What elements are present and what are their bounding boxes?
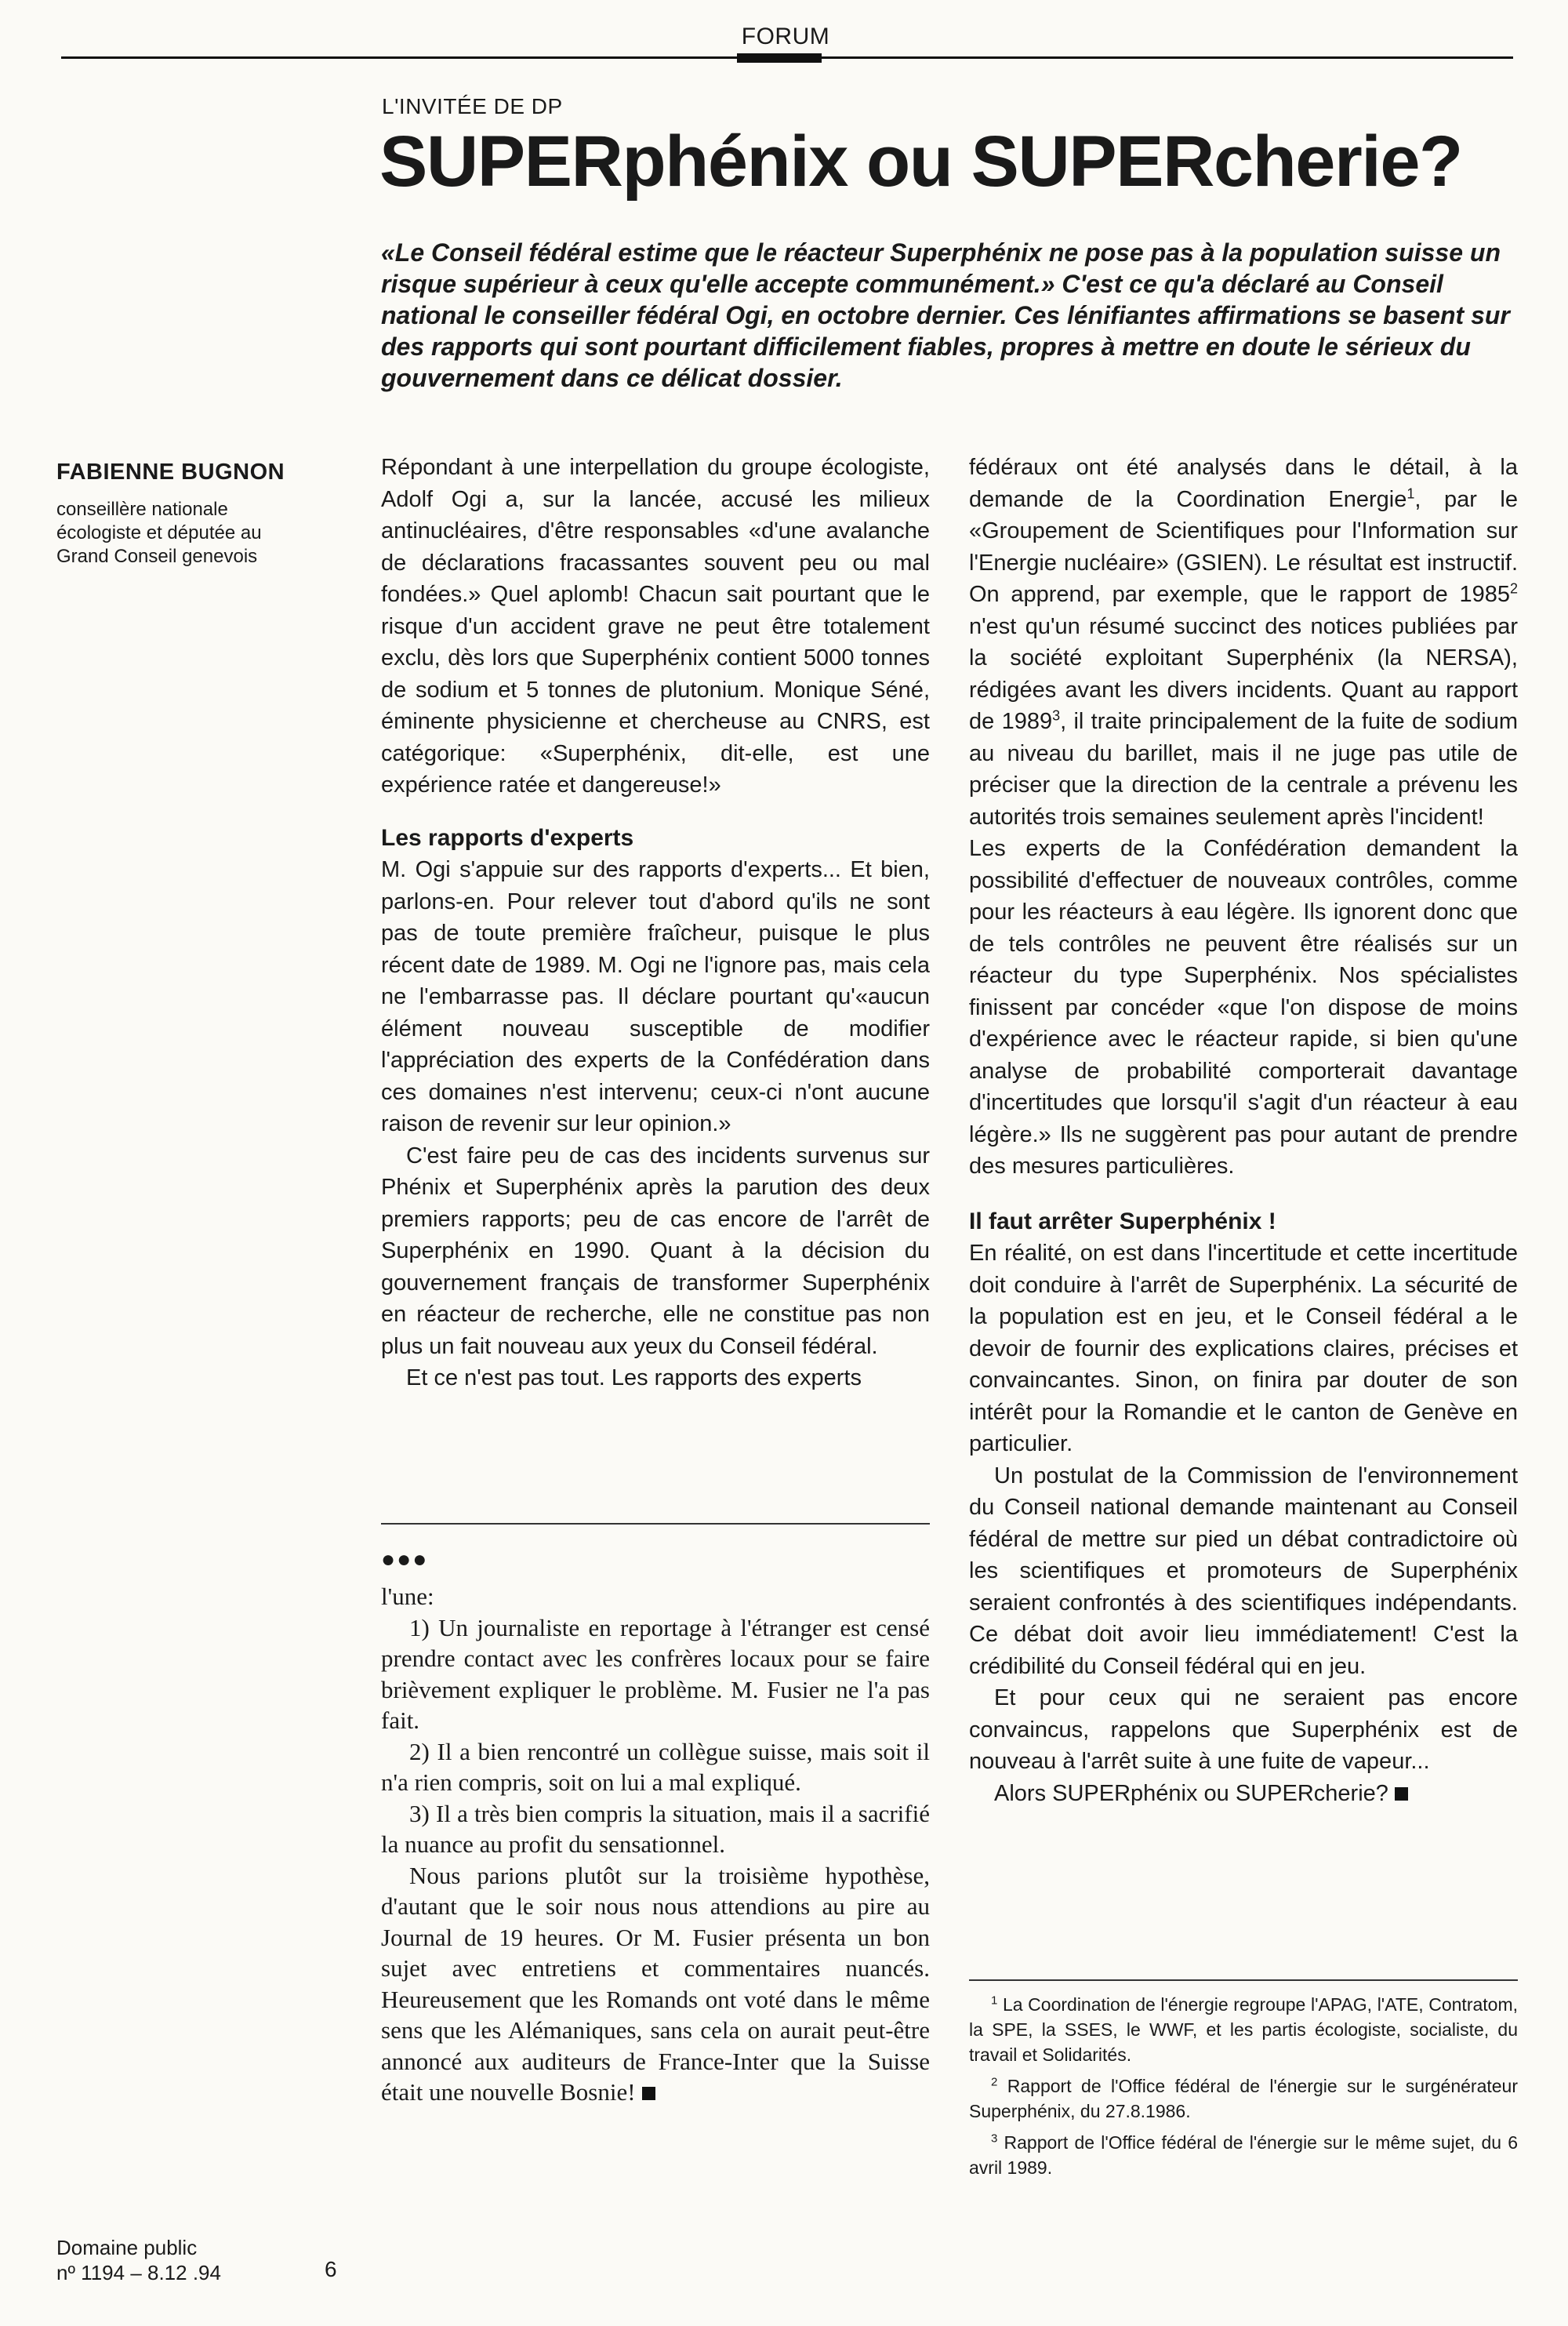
paragraph: 3) Il a très bien compris la situation, mais il a sacrifié la nuance au profit du sensationnel.: [381, 1799, 930, 1858]
paragraph: 2) Il a bien rencontré un collègue suisse, mais soit il n'a rien compris, soit on lui a mal expliqué.: [381, 1737, 930, 1796]
footnote-ref: 1: [1406, 485, 1415, 501]
paragraph: Répondant à une interpellation du groupe écologiste, Adolf Ogi a, sur la lancée, accusé les milieux antinucléaires, d'être responsables «d'une avalanche de déclarations fracassantes souvent peu ou mal fondées.» Quel aplomb! Chacun sait pourtant que le risque d'un accident grave ne peut être totalement exclu, dès lors que Superphénix contient 5000 tonnes de sodium et 5 tonnes de plutonium. Monique Séné, éminente physicienne et chercheuse au CNRS, est catégorique: «Superphénix, dit-elle, est une expérience ratée et dangereuse!»: [381, 455, 930, 798]
paragraph: Et pour ceux qui ne seraient pas encore convaincus, rappelons que Superphénix est de nouveau à l'arrêt suite à une fuite de vapeur...: [969, 1685, 1518, 1774]
author-block: [56, 460, 315, 569]
paragraph: [381, 1860, 930, 2108]
footnote: $^1$ La Coordination de l'énergie regroupe l'APAG, l'ATE, Contratom, la SPE, la SSES, le WWF, et les partis écologiste, socialiste, du travail et Solidarités.: [969, 1993, 1518, 2065]
publication-name: Domaine public: [56, 2236, 198, 2259]
paragraph: M. Ogi s'appuie sur des rapports d'experts... Et bien, parlons-en. Pour relever tout d'abord qu'ils ne sont pas de toute première fraîcheur, puisque le plus récent date de 1989. M. Ogi ne l'ignore pas, mais cela ne l'embarrasse pas. Il déclare pourtant qu'«aucun élément nouveau susceptible de modifier l'appréciation des experts de la Confédération dans ces domaines n'est intervenu; ceux-ci n'ont aucune raison de revenir sur leur opinion.»: [381, 857, 930, 1136]
footnotes: [969, 1992, 1518, 2186]
paragraph: [969, 1778, 1518, 1810]
page-number: 6: [325, 2257, 337, 2281]
paragraph: l'une:: [381, 1583, 434, 1610]
sidebar-rule: [381, 1523, 930, 1525]
article-column-1: [381, 452, 930, 1394]
paragraph-text: Nous parions plutôt sur la troisième hypothèse, d'autant que le soir nous nous attendions au pire au Journal de 19 heures. Or M. Fusier présenta un bon sujet avec entretiens et commentaires nuancés. Heureusement que les Romands ont voté dans le même sens que les Alémaniques, sans cela on aurait peut-être annoncé aux auditeurs de France-Inter que la Suisse était une nouvelle Bosnie!: [381, 1861, 930, 2106]
footnote-rule: [969, 1979, 1518, 1981]
end-mark: [642, 2087, 655, 2100]
paragraph: Et ce n'est pas tout. Les rapports des experts: [406, 1365, 862, 1390]
subheading: Les rapports d'experts: [381, 824, 634, 851]
footnote: $^3$ Rapport de l'Office fédéral de l'énergie sur le même sujet, du 6 avril 1989.: [969, 2132, 1519, 2178]
paragraph-text: Alors SUPERphénix ou SUPERcherie?: [994, 1780, 1388, 1806]
paragraph: Un postulat de la Commission de l'environnement du Conseil national demande maintenant au Conseil fédéral de mettre sur pied un débat contradictoire où les scientifiques et promoteurs de Superphénix seraient confrontés à des scientifiques indépendants. Ce débat doit avoir lieu immédiatement! C'est la crédibilité du Conseil fédéral qui en jeu.: [969, 1463, 1518, 1679]
article-kicker: L'INVITÉE DE DP: [382, 94, 563, 118]
sidebar-text: [381, 1581, 930, 2108]
article-title: SUPERphénix ou SUPERcherie?: [379, 122, 1462, 202]
author-name: FABIENNE BUGNON: [56, 460, 285, 485]
author-role: conseillère nationale écologiste et députée au Grand Conseil genevois: [56, 499, 262, 567]
end-mark: [1395, 1787, 1408, 1801]
footnote-ref: 2: [1509, 580, 1518, 597]
paragraph: En réalité, on est dans l'incertitude et cette incertitude doit conduire à l'arrêt de Superphénix. La sécurité de la population est en jeu, et le Conseil fédéral a le devoir de fournir des explications claires, précises et convaincantes. Sinon, on finira par douter de son intérêt pour la Romandie et le canton de Genève en particulier.: [969, 1241, 1518, 1456]
paragraph: 1) Un journaliste en reportage à l'étranger est censé prendre contact avec les confrères locaux pour se faire brièvement expliquer le problème. M. Fusier ne l'a pas fait.: [381, 1613, 930, 1734]
paragraph: C'est faire peu de cas des incidents survenus sur Phénix et Superphénix après la parution des deux premiers rapports; peu de cas encore de l'arrêt de Superphénix en 1990. Quant à la décision du gouvernement français de transformer Superphénix en réacteur de recherche, elle ne constitue pas non plus un fait nouveau aux yeux du Conseil fédéral.: [381, 1143, 930, 1359]
folio: [56, 2235, 221, 2285]
footnote-ref: 3: [1052, 707, 1061, 724]
paragraph: fédéraux ont été analysés dans le détail, à la demande de la Coordination Energie$^1$, par le «Groupement de Scientifiques pour l'Information sur l'Energie nucléaire» (GSIEN). Le résultat est instructif. On apprend, par exemple, que le rapport de 1985$^2$ n'est qu'un résumé succinct des notices publiées par la société exploitant Superphénix (la NERSA), rédigées avant les divers incidents. Quant au rapport de 1989$^3$, il traite principalement de la fuite de sodium au niveau du barillet, mais il ne juge pas utile de préciser que la direction de la centrale a prévenu les autorités trois semaines seulement après l'incident!: [969, 455, 1519, 830]
section-label: FORUM: [741, 24, 830, 49]
article-column-2: [969, 452, 1518, 1809]
header-rule-accent: [737, 53, 822, 63]
paragraph: Les experts de la Confédération demandent la possibilité d'effectuer de nouveaux contrôles, comme pour les réacteurs à eau légère. Ils ignorent donc que de tels contrôles ne peuvent être réalisés sur un réacteur du type Superphénix. Nos spécialistes finissent par concéder «que l'on dispose de moins d'expérience avec le réacteur rapide, si bien qu'une analyse de probabilité comporterait davantage d'incertitudes que lorsqu'il s'agit d'un réacteur à eau légère.» Ils ne suggèrent pas pour autant de prendre des mesures particulières.: [969, 836, 1518, 1179]
continuation-marker: ●●●: [381, 1546, 429, 1572]
subheading: Il faut arrêter Superphénix !: [969, 1208, 1276, 1234]
footnote: $^2$ Rapport de l'Office fédéral de l'énergie sur le surgénérateur Superphénix, du 27.8.1986.: [969, 2075, 1519, 2121]
issue-number: nº 1194 – 8.12 .94: [56, 2261, 221, 2284]
article-lead: «Le Conseil fédéral estime que le réacteur Superphénix ne pose pas à la population suisse un risque supérieur à ceux qu'elle accepte communément.» C'est ce qu'a déclaré au Conseil national le conseiller fédéral Ogi, en octobre dernier. Ces lénifiantes affirmations se basent sur des rapports qui sont pourtant difficilement fiables, propres à mettre en doute le sérieux du gouvernement dans ce délicat dossier.: [381, 238, 1510, 392]
